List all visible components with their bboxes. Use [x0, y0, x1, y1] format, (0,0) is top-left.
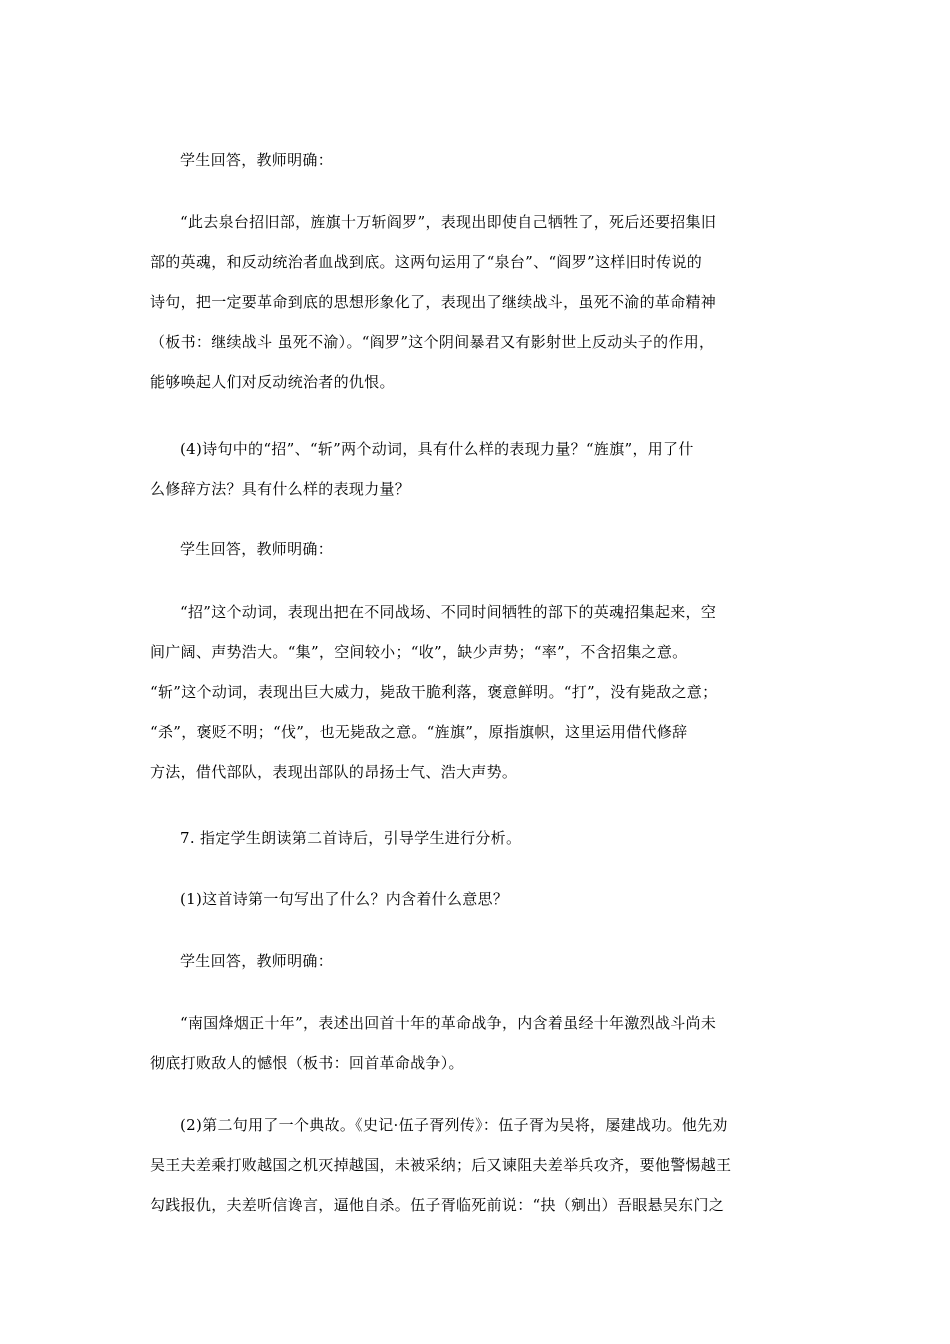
- text-line: 方法，借代部队，表现出部队的昂扬士气、浩大声势。: [150, 763, 518, 781]
- text-line: (4)诗句中的“招”、“斩”两个动词，具有什么样的表现力量？“旌旗”，用了什: [180, 440, 694, 458]
- text-line: 吴王夫差乘打败越国之机灭掉越国，未被采纳；后又谏阻夫差举兵攻齐，要他警惕越王: [150, 1156, 732, 1174]
- paragraph-explanation-2: [150, 592, 810, 792]
- paragraph-question-4: [150, 429, 810, 509]
- text-line: “斩”这个动词，表现出巨大威力，毙敌干脆利落，褒意鲜明。“打”，没有毙敌之意；: [150, 683, 718, 701]
- text-line: 部的英魂，和反动统治者血战到底。这两句运用了“泉台”、“阎罗”这样旧时传说的: [150, 253, 703, 271]
- paragraph-student-answer-1: [150, 140, 810, 180]
- paragraph-question-1: [150, 879, 810, 919]
- paragraph-student-answer-2: [150, 529, 810, 569]
- text-line: “杀”，褒贬不明；“伐”，也无毙敌之意。“旌旗”，原指旗帜，这里运用借代修辞: [150, 723, 688, 741]
- paragraph-question-2: [150, 1105, 810, 1225]
- text-line: “南国烽烟正十年”，表述出回首十年的革命战争，内含着虽经十年激烈战斗尚未: [180, 1014, 717, 1032]
- text-line: 学生回答，教师明确：: [180, 151, 334, 169]
- text-line: 7. 指定学生朗读第二首诗后，引导学生进行分析。: [180, 829, 522, 847]
- paragraph-step-7: [150, 818, 810, 858]
- text-line: “此去泉台招旧部，旌旗十万斩阎罗”，表现出即使自己牺牲了，死后还要招集旧: [180, 213, 717, 231]
- text-line: 诗句，把一定要革命到底的思想形象化了，表现出了继续战斗，虽死不渝的革命精神: [150, 293, 717, 311]
- text-line: (1)这首诗第一句写出了什么？内含着什么意思？: [180, 890, 509, 908]
- paragraph-student-answer-3: [150, 941, 810, 981]
- text-line: 间广阔、声势浩大。“集”，空间较小；“收”，缺少声势；“率”，不含招集之意。: [150, 643, 688, 661]
- paragraph-explanation-1: [150, 202, 810, 402]
- text-line: 学生回答，教师明确：: [180, 952, 334, 970]
- text-line: （板书：继续战斗 虽死不渝）。“阎罗”这个阴间暴君又有影射世上反动头子的作用，: [150, 333, 715, 351]
- text-line: 能够唤起人们对反动统治者的仇恨。: [150, 373, 395, 391]
- paragraph-explanation-3: [150, 1003, 810, 1083]
- text-line: 彻底打败敌人的憾恨（板书：回首革命战争）。: [150, 1054, 464, 1072]
- text-line: (2)第二句用了一个典故。《史记·伍子胥列传》：伍子胥为吴将，屡建战功。他先劝: [180, 1116, 728, 1134]
- text-line: 学生回答，教师明确：: [180, 540, 334, 558]
- text-line: 么修辞方法？具有什么样的表现力量？: [150, 480, 411, 498]
- text-line: 勾践报仇，夫差听信谗言，逼他自杀。伍子胥临死前说：“抉（剜出）吾眼悬吴东门之: [150, 1196, 725, 1214]
- text-line: “招”这个动词，表现出把在不同战场、不同时间牺牲的部下的英魂招集起来，空: [180, 603, 717, 621]
